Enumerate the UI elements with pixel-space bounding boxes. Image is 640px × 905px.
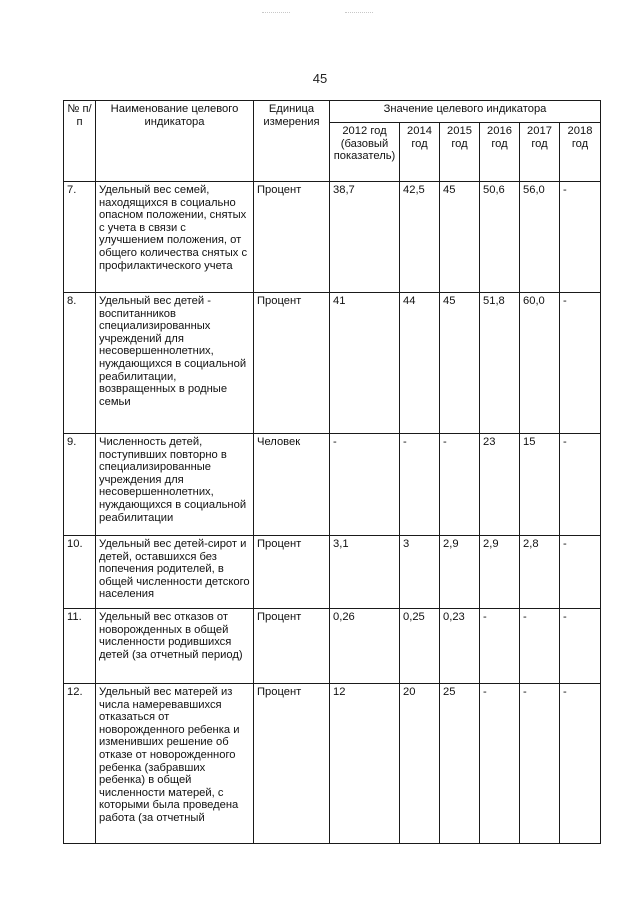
- unit-cell: Процент: [254, 182, 330, 293]
- table-row: [64, 684, 601, 844]
- value-cell: 2,8: [520, 536, 560, 609]
- header-year: 2015 год: [440, 123, 480, 182]
- table-row: [64, 182, 601, 293]
- value-cell: -: [440, 434, 480, 536]
- value-cell: 50,6: [480, 182, 520, 293]
- header-name: Наименование целевого индикатора: [96, 101, 254, 182]
- value-cell: -: [560, 293, 601, 434]
- row-number: 8.: [64, 293, 96, 434]
- value-cell: -: [560, 684, 601, 844]
- indicator-name: Удельный вес семей, находящихся в социально опасном положении, снятых с учета в связи с улучшением положения, от общего количества снятых с профилактического учета: [96, 182, 254, 293]
- value-cell: -: [520, 684, 560, 844]
- value-cell: 2,9: [480, 536, 520, 609]
- indicator-name: Численность детей, поступивших повторно в специализированные учреждения для несовершеннолетних, нуждающихся в социальной реабилитации: [96, 434, 254, 536]
- scan-artifact: [345, 12, 373, 13]
- value-cell: 25: [440, 684, 480, 844]
- value-cell: 15: [520, 434, 560, 536]
- value-cell: -: [480, 684, 520, 844]
- value-cell: 45: [440, 182, 480, 293]
- value-cell: 0,25: [400, 609, 440, 684]
- value-cell: 42,5: [400, 182, 440, 293]
- row-number: 9.: [64, 434, 96, 536]
- table-row: [64, 293, 601, 434]
- unit-cell: Процент: [254, 684, 330, 844]
- header-year: 2017 год: [520, 123, 560, 182]
- indicator-name: Удельный вес детей - воспитанников специализированных учреждений для несовершеннолетних, нуждающихся в социальной реабилитации, возвращенных в родные семьи: [96, 293, 254, 434]
- value-cell: 0,23: [440, 609, 480, 684]
- header-year: 2016 год: [480, 123, 520, 182]
- unit-cell: Процент: [254, 609, 330, 684]
- value-cell: 23: [480, 434, 520, 536]
- header-unit: Единица измерения: [254, 101, 330, 182]
- indicator-name: Удельный вес отказов от новорожденных в общей численности родившихся детей (за отчетный период): [96, 609, 254, 684]
- value-cell: 20: [400, 684, 440, 844]
- row-number: 10.: [64, 536, 96, 609]
- table-row: [64, 536, 601, 609]
- value-cell: -: [520, 609, 560, 684]
- value-cell: 3,1: [330, 536, 400, 609]
- value-cell: 44: [400, 293, 440, 434]
- row-number: 12.: [64, 684, 96, 844]
- value-cell: 41: [330, 293, 400, 434]
- row-number: 7.: [64, 182, 96, 293]
- value-cell: 2,9: [440, 536, 480, 609]
- value-cell: 60,0: [520, 293, 560, 434]
- value-cell: -: [560, 609, 601, 684]
- value-cell: 38,7: [330, 182, 400, 293]
- value-cell: -: [560, 434, 601, 536]
- scan-artifact: [262, 12, 290, 13]
- value-cell: -: [560, 182, 601, 293]
- value-cell: 0,26: [330, 609, 400, 684]
- value-cell: 12: [330, 684, 400, 844]
- page-number: 45: [312, 71, 328, 86]
- value-cell: 56,0: [520, 182, 560, 293]
- value-cell: 45: [440, 293, 480, 434]
- table-row: [64, 434, 601, 536]
- header-year: 2018 год: [560, 123, 601, 182]
- indicator-name: Удельный вес детей-сирот и детей, оставшихся без попечения родителей, в общей численности детского населения: [96, 536, 254, 609]
- value-cell: -: [400, 434, 440, 536]
- unit-cell: Человек: [254, 434, 330, 536]
- header-values-group: Значение целевого индикатора: [330, 101, 601, 123]
- value-cell: 51,8: [480, 293, 520, 434]
- row-number: 11.: [64, 609, 96, 684]
- table-row: [64, 609, 601, 684]
- header-year: 2012 год (базовый показатель): [330, 123, 400, 182]
- unit-cell: Процент: [254, 293, 330, 434]
- indicator-name: Удельный вес матерей из числа намеревавшихся отказаться от новорожденного ребенка и изменивших решение об отказе от новорожденного ребенка (забравших ребенка) в общей численности матерей, с которыми была проведена работа (за отчетный: [96, 684, 254, 844]
- value-cell: -: [560, 536, 601, 609]
- value-cell: 3: [400, 536, 440, 609]
- unit-cell: Процент: [254, 536, 330, 609]
- header-year: 2014 год: [400, 123, 440, 182]
- indicator-table: [63, 100, 601, 844]
- value-cell: -: [330, 434, 400, 536]
- value-cell: -: [480, 609, 520, 684]
- header-num: № п/п: [64, 101, 96, 182]
